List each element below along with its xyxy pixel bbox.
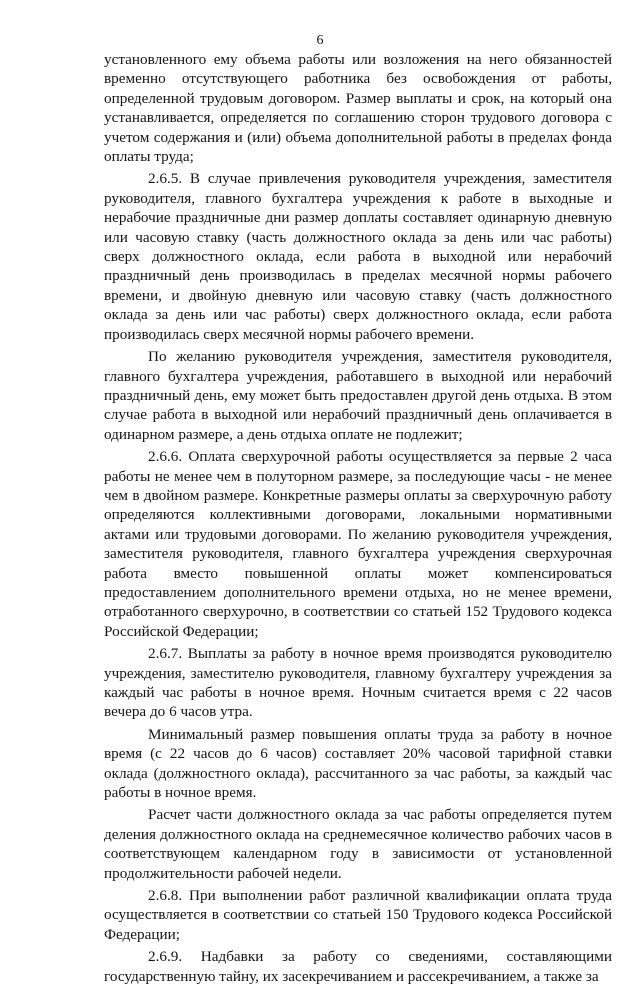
paragraph-hourly-calculation: Расчет части должностного оклада за час работы определяется путем деления должностного оклада на среднемесячное количество рабочих часов в соответствующем календарном году в зависимости от установленной продолжительности рабочей недели. <box>104 806 612 882</box>
paragraph-2-6-9: 2.6.9. Надбавки за работу со сведениями, составляющими государственную тайну, их засекречиванием и рассекречиванием, а также за <box>104 948 612 985</box>
paragraph-2-6-8: 2.6.8. При выполнении работ различной квалификации оплата труда осуществляется в соответствии со статьей 150 Трудового кодекса Российской Федерации; <box>104 887 612 943</box>
document-body <box>104 50 612 986</box>
paragraph-2-6-7: 2.6.7. Выплаты за работу в ночное время производятся руководителю учреждения, заместителю руководителя, главному бухгалтеру учреждения за каждый час работы в ночное время. Ночным считается время с 22 часов вечера до 6 часов утра. <box>104 645 612 721</box>
page-number: 6 <box>316 33 324 48</box>
paragraph-day-off: По желанию руководителя учреждения, заместителя руководителя, главного бухгалтера учреждения, работавшего в выходной или нерабочий праздничный день, ему может быть предоставлен другой день отдыха. В этом случае работа в выходной или нерабочий праздничный день оплачивается в одинарном размере, а день отдыха оплате не подлежит; <box>104 348 612 443</box>
paragraph-2-6-5: 2.6.5. В случае привлечения руководителя учреждения, заместителя руководителя, главного бухгалтера учреждения к работе в выходные и нерабочие праздничные дни размер доплаты составляет одинарную дневную или часовую ставку (часть должностного оклада за день или час работы) сверх должностного оклада, если работа в выходной или нерабочий праздничный день производилась в пределах месячной нормы рабочего времени, и двойную дневную или часовую ставку (часть должностного оклада за день или час работы) сверх должностного оклада, если работа производилась сверх месячной нормы рабочего времени. <box>104 170 612 343</box>
paragraph-continuation: установленного ему объема работы или возложения на него обязанностей временно отсутствующего работника без освобождения от работы, определенной трудовым договором. Размер выплаты и срок, на который она устанавливается, определяется по соглашению сторон трудового договора с учетом содержания и (или) объема дополнительной работы в пределах фонда оплаты труда; <box>104 51 612 166</box>
paragraph-2-6-6: 2.6.6. Оплата сверхурочной работы осуществляется за первые 2 часа работы не менее чем в полуторном размере, за последующие часы - не менее чем в двойном размере. Конкретные размеры оплаты за сверхурочную работу определяются коллективными договорами, локальными нормативными актами или трудовыми договорами. По желанию руководителя учреждения, заместителя руководителя, главного бухгалтера учреждения сверхурочная работа вместо повышенной оплаты может компенсироваться предоставлением дополнительного времени отдыха, но не менее времени, отработанного сверхурочно, в соответствии со статьей 152 Трудового кодекса Российской Федерации; <box>104 448 612 640</box>
paragraph-night-minimum: Минимальный размер повышения оплаты труда за работу в ночное время (с 22 часов до 6 часов) составляет 20% часовой тарифной ставки оклада (должностного оклада), рассчитанного за час работы, за каждый час работы в ночное время. <box>104 725 612 802</box>
